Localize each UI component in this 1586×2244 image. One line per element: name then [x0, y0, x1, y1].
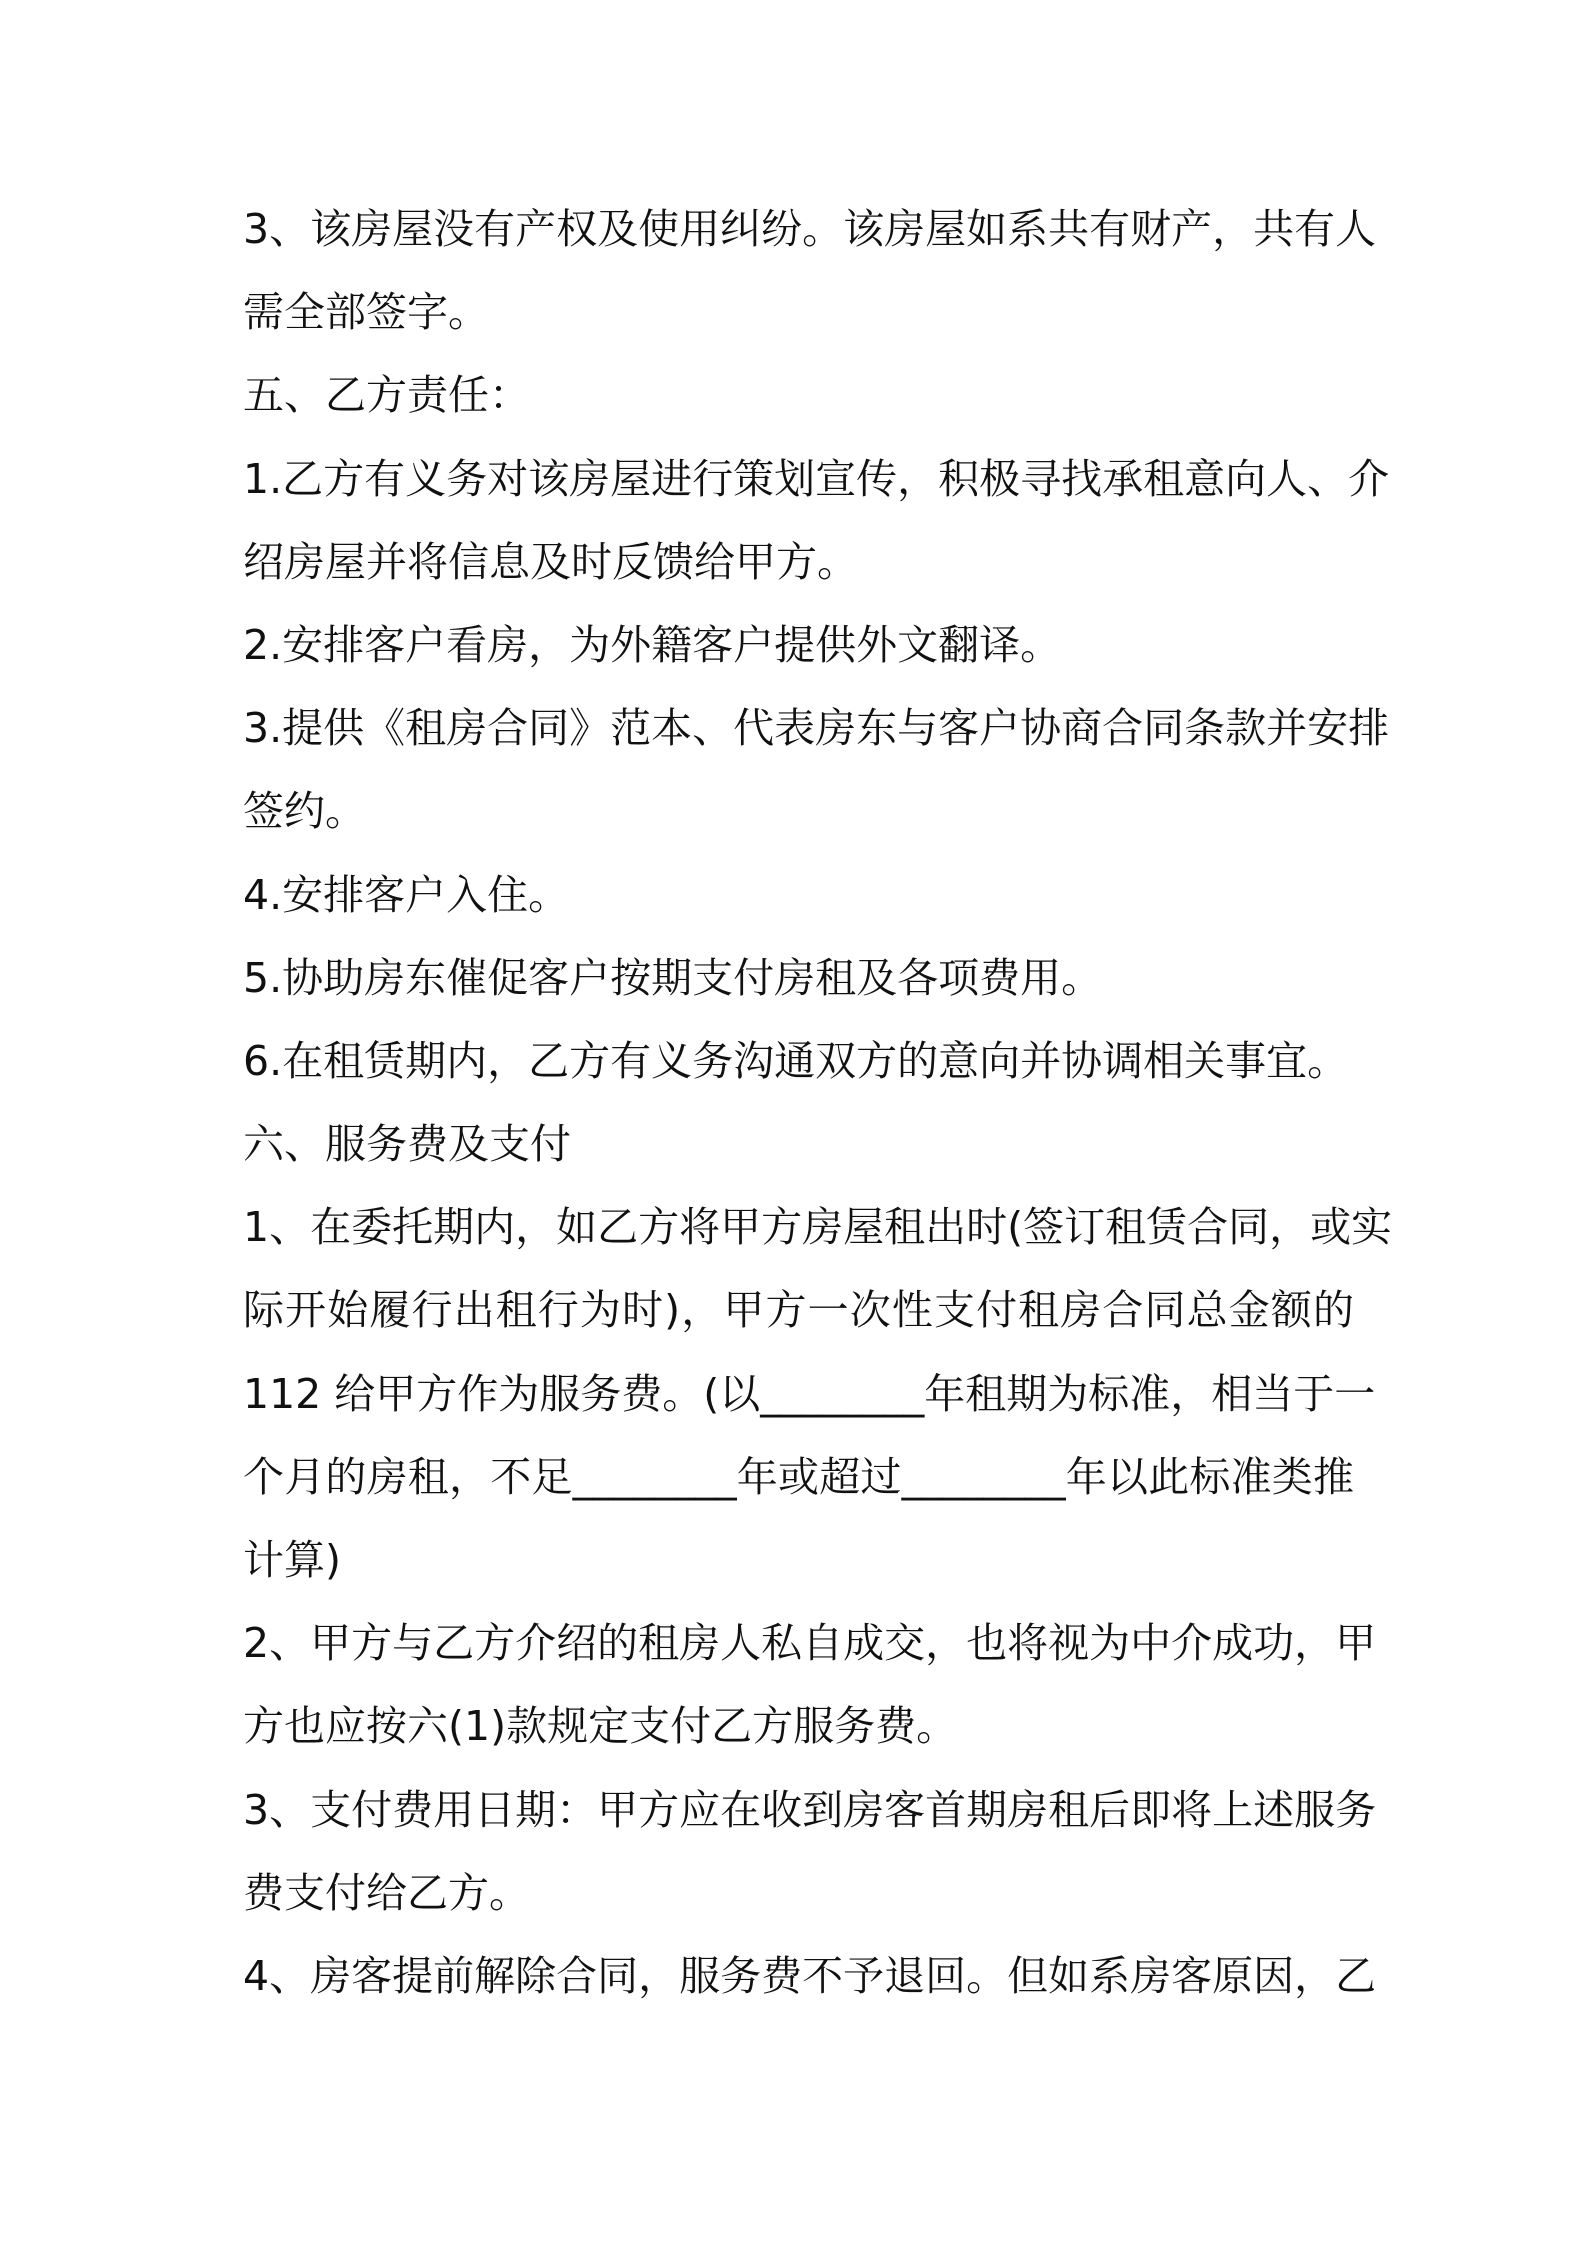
document-body	[243, 188, 1393, 2018]
text-line: 3.提供《租房合同》范本、代表房东与客户协商合同条款并安排	[243, 704, 1390, 753]
text-line: 际开始履行出租行为时)，甲方一次性支付租房合同总金额的	[243, 1286, 1354, 1335]
paragraph	[243, 1186, 1393, 1602]
text-line: 需全部签字。	[243, 288, 489, 337]
paragraph	[243, 937, 1354, 1020]
text-line: 五、乙方责任：	[243, 371, 530, 420]
text-line: 1.乙方有义务对该房屋进行策划宣传，积极寻找承租意向人、介	[243, 454, 1390, 503]
paragraph	[243, 687, 1390, 853]
paragraph	[243, 1602, 1377, 1768]
text-line: 六、服务费及支付	[243, 1120, 571, 1169]
text-line: 5.协助房东催促客户按期支付房租及各项费用。	[243, 953, 1103, 1002]
paragraph	[243, 438, 1390, 604]
text-line: 方也应按六(1)款规定支付乙方服务费。	[243, 1702, 958, 1751]
paragraph	[243, 604, 1354, 687]
paragraph	[243, 188, 1377, 354]
paragraph	[243, 1935, 1377, 2018]
text-line: 计算)	[243, 1536, 341, 1584]
section-heading	[243, 1103, 1354, 1186]
text-line: 2.安排客户看房，为外籍客户提供外文翻译。	[243, 620, 1062, 669]
text-line: 签约。	[243, 787, 366, 836]
paragraph	[243, 1020, 1354, 1103]
text-line: 费支付给乙方。	[243, 1868, 530, 1917]
text-line: 1、在委托期内，如乙方将甲方房屋租出时(签订租赁合同，或实	[243, 1203, 1393, 1252]
text-line: 个月的房租，不足________年或超过________年以此标准类推	[243, 1452, 1354, 1501]
text-line: 112 给甲方作为服务费。(以________年租期为标准，相当于一	[243, 1369, 1376, 1418]
section-heading	[243, 354, 1354, 437]
paragraph	[243, 854, 1354, 937]
text-line: 4、房客提前解除合同，服务费不予退回。但如系房客原因，乙	[243, 1951, 1377, 2000]
text-line: 3、支付费用日期：甲方应在收到房客首期房租后即将上述服务	[243, 1785, 1377, 1834]
paragraph	[243, 1769, 1377, 1935]
text-line: 绍房屋并将信息及时反馈给甲方。	[243, 537, 858, 586]
text-line: 6.在租赁期内，乙方有义务沟通双方的意向并协调相关事宜。	[243, 1036, 1349, 1085]
text-line: 2、甲方与乙方介绍的租房人私自成交，也将视为中介成功，甲	[243, 1619, 1377, 1668]
text-line: 4.安排客户入住。	[243, 870, 570, 919]
text-line: 3、该房屋没有产权及使用纠纷。该房屋如系共有财产，共有人	[243, 205, 1377, 253]
